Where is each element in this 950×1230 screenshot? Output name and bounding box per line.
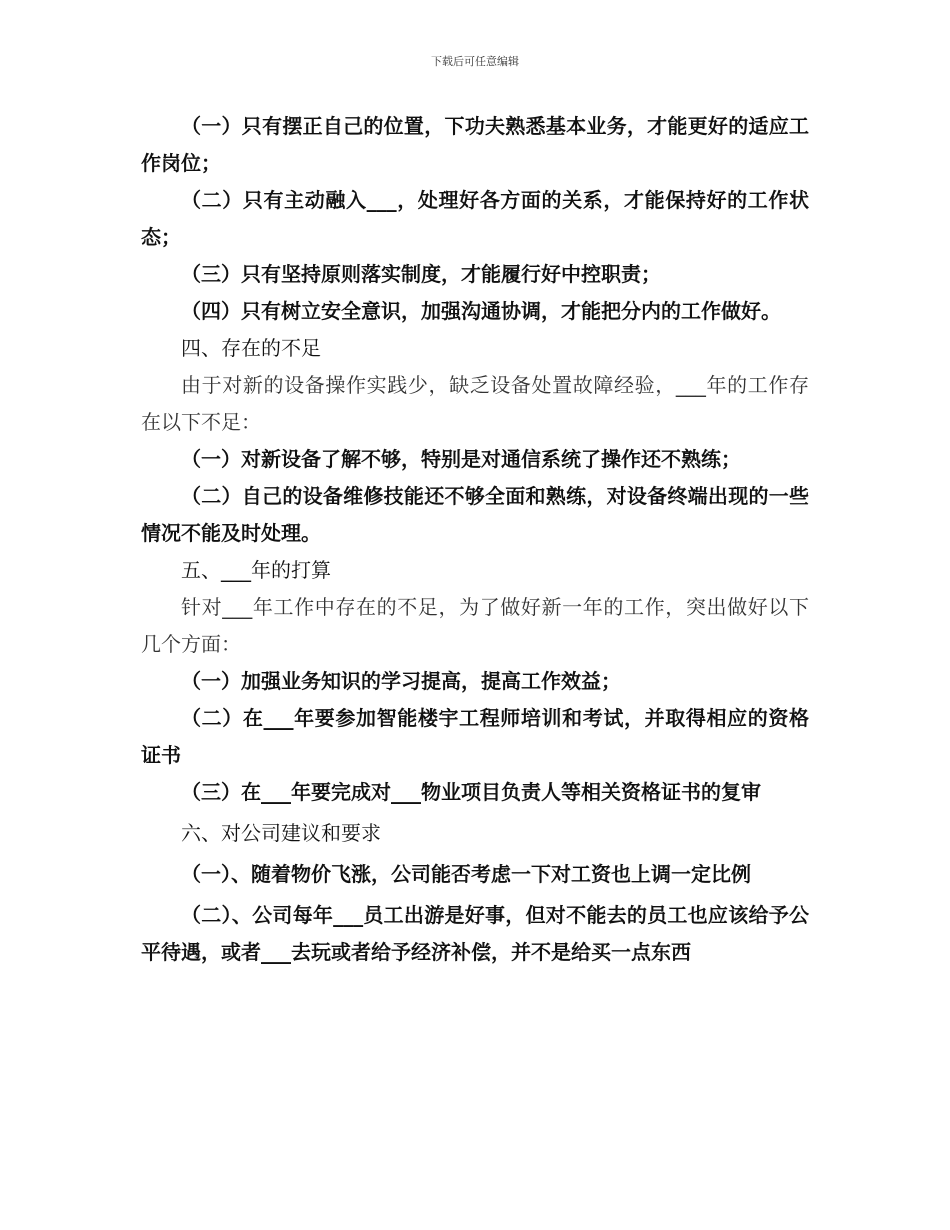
paragraph-16: （二）、公司每年___员工出游是好事，但对不能去的员工也应该给予公平待遇，或者___去玩或者给予经济补偿，并不是给买一点东西 [141,903,809,964]
paragraph-4: （四）只有树立安全意识，加强沟通协调，才能把分内的工作做好。 [181,299,781,323]
paragraph-2: （二）只有主动融入___，处理好各方面的关系，才能保持好的工作状态； [141,188,809,249]
paragraph-13: （三）在___年要完成对___物业项目负责人等相关资格证书的复审 [181,780,761,804]
paragraph-1: （一）只有摆正自己的位置，下功夫熟悉基本业务，才能更好的适应工作岗位； [141,114,809,175]
section-heading-6: 六、对公司建议和要求 [181,821,381,845]
page-header: 下载后可任意编辑 [431,55,519,68]
paragraph-15: （一）、随着物价飞涨，公司能否考虑一下对工资也上调一定比例 [181,862,751,886]
paragraph-8: （二）自己的设备维修技能还不够全面和熟练，对设备终端出现的一些情况不能及时处理。 [141,484,809,545]
section-heading-4: 四、存在的不足 [181,336,321,360]
section-heading-5: 五、___年的打算 [181,558,331,582]
paragraph-12: （二）在___年要参加智能楼宇工程师培训和考试，并取得相应的资格证书 [141,706,809,767]
paragraph-6: 由于对新的设备操作实践少，缺乏设备处置故障经验，___年的工作存在以下不足： [141,373,809,434]
paragraph-10: 针对___年工作中存在的不足，为了做好新一年的工作，突出做好以下几个方面： [141,595,809,656]
document-body [141,108,809,971]
paragraph-3: （三）只有坚持原则落实制度，才能履行好中控职责； [181,262,661,286]
paragraph-7: （一）对新设备了解不够，特别是对通信系统了操作还不熟练； [181,447,741,471]
paragraph-11: （一）加强业务知识的学习提高，提高工作效益； [181,669,621,693]
